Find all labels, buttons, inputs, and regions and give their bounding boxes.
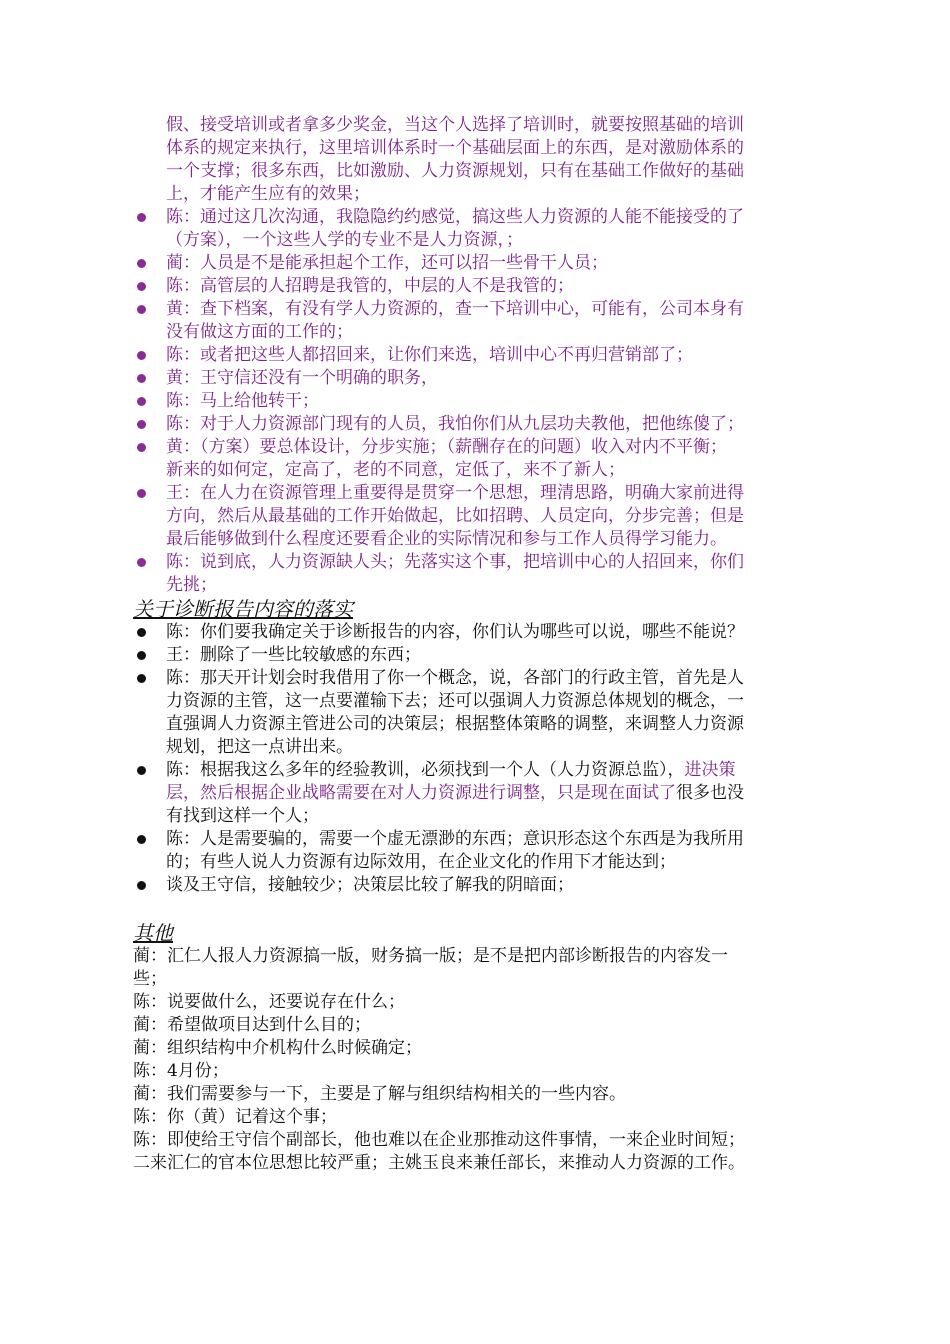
bullet-icon [137,558,146,567]
text-line: 黄：王守信还没有一个明确的职务， [166,368,438,388]
bullet-icon [137,651,146,660]
bullet-icon [137,628,146,637]
list-item [133,482,823,551]
bullet-icon [137,282,146,291]
text-line: 规划，把这一点讲出来。 [166,737,353,757]
text-line: 黄：（方案）要总体设计，分步实施；（薪酬存在的问题）收入对内不平衡； [166,437,727,457]
list-item [133,390,823,413]
bullet-icon [137,881,146,890]
text-line: 新来的如何定，定高了，老的不同意，定低了，来不了新人； [166,460,625,480]
list-item [133,252,823,275]
bullet-icon [137,420,146,429]
bullet-icon [137,397,146,406]
list-item [133,759,823,828]
text-line: 蔺：人员是不是能承担起个工作，还可以招一些骨干人员； [166,253,608,273]
text-line: （方案），一个这些人学的专业不是人力资源，； [166,230,523,250]
text-line: 王：删除了一些比较敏感的东西； [166,645,421,665]
bullet-icon [137,443,146,452]
text-line: 的；有些人说人力资源有边际效用，在企业文化的作用下才能达到； [166,852,676,872]
text-line: 陈：通过这几次沟通，我隐隐约约感觉，搞这些人力资源的人能不能接受的了 [166,207,744,227]
list-item [133,344,823,367]
list-item [133,413,823,436]
text-line: 陈：高管层的人招聘是我管的，中层的人不是我管的； [166,276,574,296]
text-line: 二来汇仁的官本位思想比较严重；主姚玉良来兼任部长，来推动人力资源的工作。 [133,1153,745,1173]
text-line: 陈：你（黄）记着这个事； [133,1107,337,1127]
bullet-icon [137,674,146,683]
section-heading: 其他 [133,921,173,945]
text-line: 陈：人是需要骗的，需要一个虚无漂渺的东西；意识形态这个东西是为我所用 [166,829,744,849]
text-line [166,759,823,782]
text-line: 一个支撑；很多东西，比如激励、人力资源规划，只有在基础工作做好的基础 [166,161,744,181]
bullet-icon [137,489,146,498]
bullet-icon [137,259,146,268]
text-line: 陈：或者把这些人都招回来，让你们来选，培训中心不再归营销部了； [166,345,693,365]
bullet-icon [137,351,146,360]
text-line: 些； [133,969,167,989]
text-line: 蔺：希望做项目达到什么目的； [133,1015,371,1035]
text-line: 陈：即使给王守信个副部长，他也难以在企业那推动这件事情，一来企业时间短； [133,1130,745,1150]
bullet-icon [137,213,146,222]
list-item [133,436,823,482]
text-line: 蔺：汇仁人报人力资源搞一版，财务搞一版；是不是把内部诊断报告的内容发一 [133,946,728,966]
text-line: 黄：查下档案，有没有学人力资源的，查一下培训中心，可能有，公司本身有 [166,299,744,319]
text-line [166,782,823,805]
text-line: 力资源的主管，这一点要灌输下去；还可以强调人力资源总体规划的概念，一 [166,691,744,711]
text-line: 体系的规定来执行，这里培训体系时一个基础层面上的东西，是对激励体系的 [166,138,744,158]
bullet-icon [137,835,146,844]
text-line: 陈：马上给他转干； [166,391,319,411]
text-line: 直强调人力资源主管进公司的决策层；根据整体策略的调整，来调整人力资源 [166,714,744,734]
text-line: 陈：4月份； [133,1061,229,1081]
list-item [133,621,823,644]
dialogue-block [133,945,823,1175]
continuation-paragraph [133,114,823,206]
text-line: 陈：对于人力资源部门现有的人员，我怕你们从九层功夫教他，把他练傻了； [166,414,744,434]
list-item [133,367,823,390]
list-item [133,828,823,874]
text-line: 陈：说到底，人力资源缺人头；先落实这个事，把培训中心的人招回来，你们 [166,552,744,572]
text-line: 先挑； [166,575,217,595]
bullet-icon [137,766,146,775]
bullet-icon [137,374,146,383]
list-item [133,275,823,298]
text-span: 很多也没 [676,783,744,803]
document-body [133,114,823,1175]
text-line: 假、接受培训或者拿多少奖金，当这个人选择了培训时，就要按照基础的培训 [166,115,744,135]
highlight-span: 层，然后根据企业战略需要在对人力资源进行调整，只是现在面试了 [166,783,676,803]
text-line: 有找到这样一个人； [166,806,319,826]
text-line: 王：在人力在资源管理上重要得是贯穿一个思想，理清思路，明确大家前进得 [166,483,744,503]
list-item [133,667,823,759]
highlight-span: 进决策 [684,760,736,780]
text-span: 陈：根据我这么多年的经验教训，必须找到一个人（人力资源总监）， [166,760,685,780]
spacer [133,897,823,921]
text-line: 谈及王守信，接触较少；决策层比较了解我的阴暗面； [166,875,574,895]
list-item [133,551,823,597]
text-line: 蔺：组织结构中介机构什么时候确定； [133,1038,422,1058]
text-line: 方向，然后从最基础的工作开始做起，比如招聘、人员定向，分步完善；但是 [166,506,744,526]
text-line: 上，才能产生应有的效果； [166,184,370,204]
text-line: 最后能够做到什么程度还要看企业的实际情况和参与工作人员得学习能力。 [166,529,727,549]
text-line: 没有做这方面的工作的； [166,322,353,342]
list-item [133,874,823,897]
text-line: 陈：那天开计划会时我借用了你一个概念，说，各部门的行政主管，首先是人 [166,668,744,688]
list-item [133,206,823,252]
text-line: 陈：你们要我确定关于诊断报告的内容，你们认为哪些可以说，哪些不能说？ [166,622,744,642]
text-line: 陈：说要做什么，还要说存在什么； [133,992,405,1012]
list-item [133,298,823,344]
list-item [133,644,823,667]
bullet-icon [137,305,146,314]
section-heading: 关于诊断报告内容的落实 [133,597,353,621]
text-line: 蔺：我们需要参与一下，主要是了解与组织结构相关的一些内容。 [133,1084,626,1104]
